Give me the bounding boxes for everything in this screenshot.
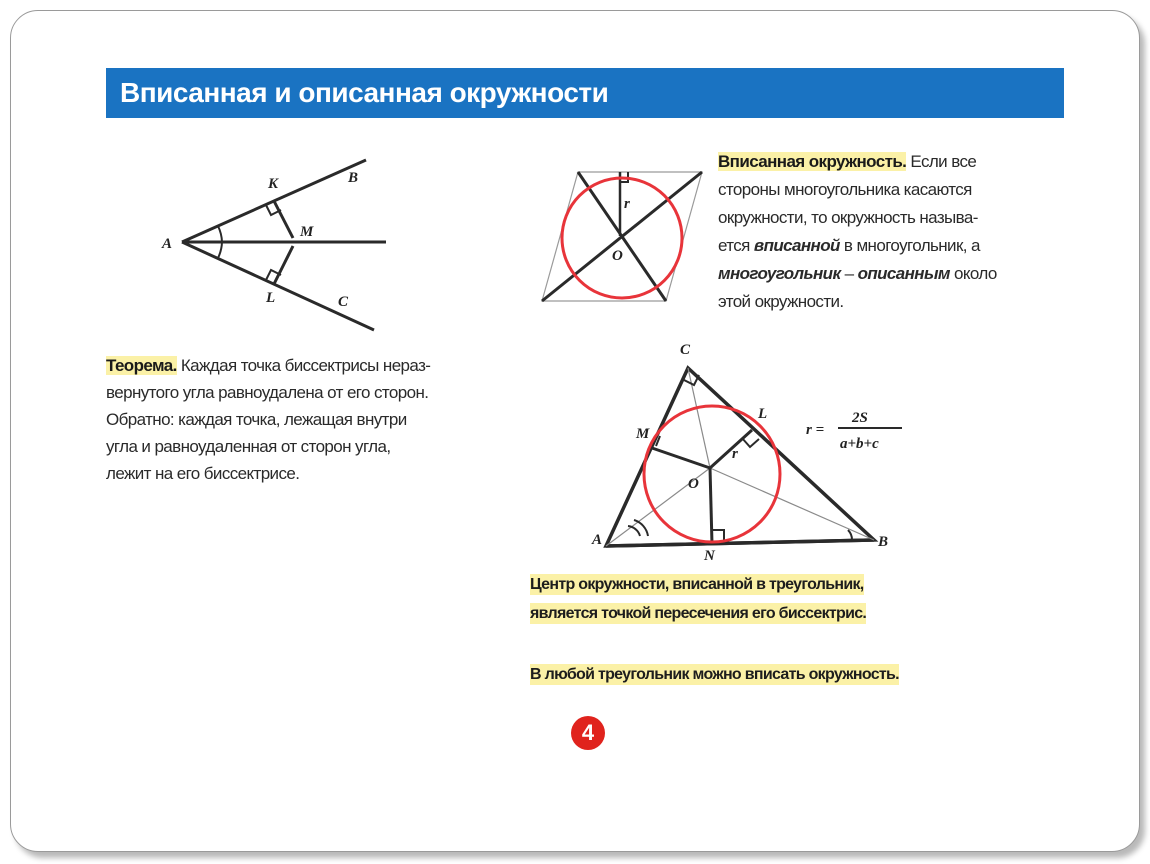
formula-denominator: a+b+c bbox=[840, 436, 879, 452]
definition-text: Вписанная окружность. Если все стороны многоугольника касаются окружности, то окружность называ- ется вписанной в многоугольник, а многоугольник – описанным около этой окружности. bbox=[718, 152, 997, 311]
definition-label: Вписанная окружность. bbox=[718, 152, 907, 171]
label-b: B bbox=[878, 534, 889, 550]
label-o: O bbox=[688, 476, 699, 492]
formula-lhs: r = bbox=[806, 422, 825, 438]
label-m: M bbox=[636, 426, 650, 442]
label-o: O bbox=[612, 248, 623, 264]
label-r: r bbox=[732, 446, 738, 462]
label-r: r bbox=[624, 196, 630, 212]
label-n: N bbox=[704, 548, 715, 564]
rule-center: Центр окружности, вписанной в треугольник, является точкой пересечения его биссектрис. bbox=[530, 576, 867, 622]
rule-any-triangle: В любой треугольник можно вписать окружность. bbox=[530, 666, 899, 683]
label-a: A bbox=[592, 532, 603, 548]
formula-numerator: 2S bbox=[852, 410, 868, 426]
label-a: A bbox=[162, 236, 173, 252]
theorem-label: Теорема. bbox=[106, 356, 177, 375]
slide-title: Вписанная и описанная окружности bbox=[106, 68, 1064, 118]
rhombus-figure bbox=[534, 166, 714, 306]
label-c: C bbox=[338, 294, 349, 310]
label-b: B bbox=[348, 170, 359, 186]
angle-bisector-figure bbox=[160, 150, 420, 350]
label-l: L bbox=[758, 406, 768, 422]
inradius-formula bbox=[806, 404, 916, 464]
label-c: C bbox=[680, 342, 691, 358]
label-k: K bbox=[268, 176, 279, 192]
page-number-badge: 4 bbox=[571, 716, 605, 750]
theorem-text: Теорема. Каждая точка биссектрисы нераз- вернутого угла равноудалена от его сторон. Обратно: каждая точка, лежащая внутри угла и равноудаленная от сторон угла, лежит на его биссектрисе. bbox=[106, 356, 431, 483]
label-l: L bbox=[266, 290, 276, 306]
label-m: M bbox=[300, 224, 314, 240]
